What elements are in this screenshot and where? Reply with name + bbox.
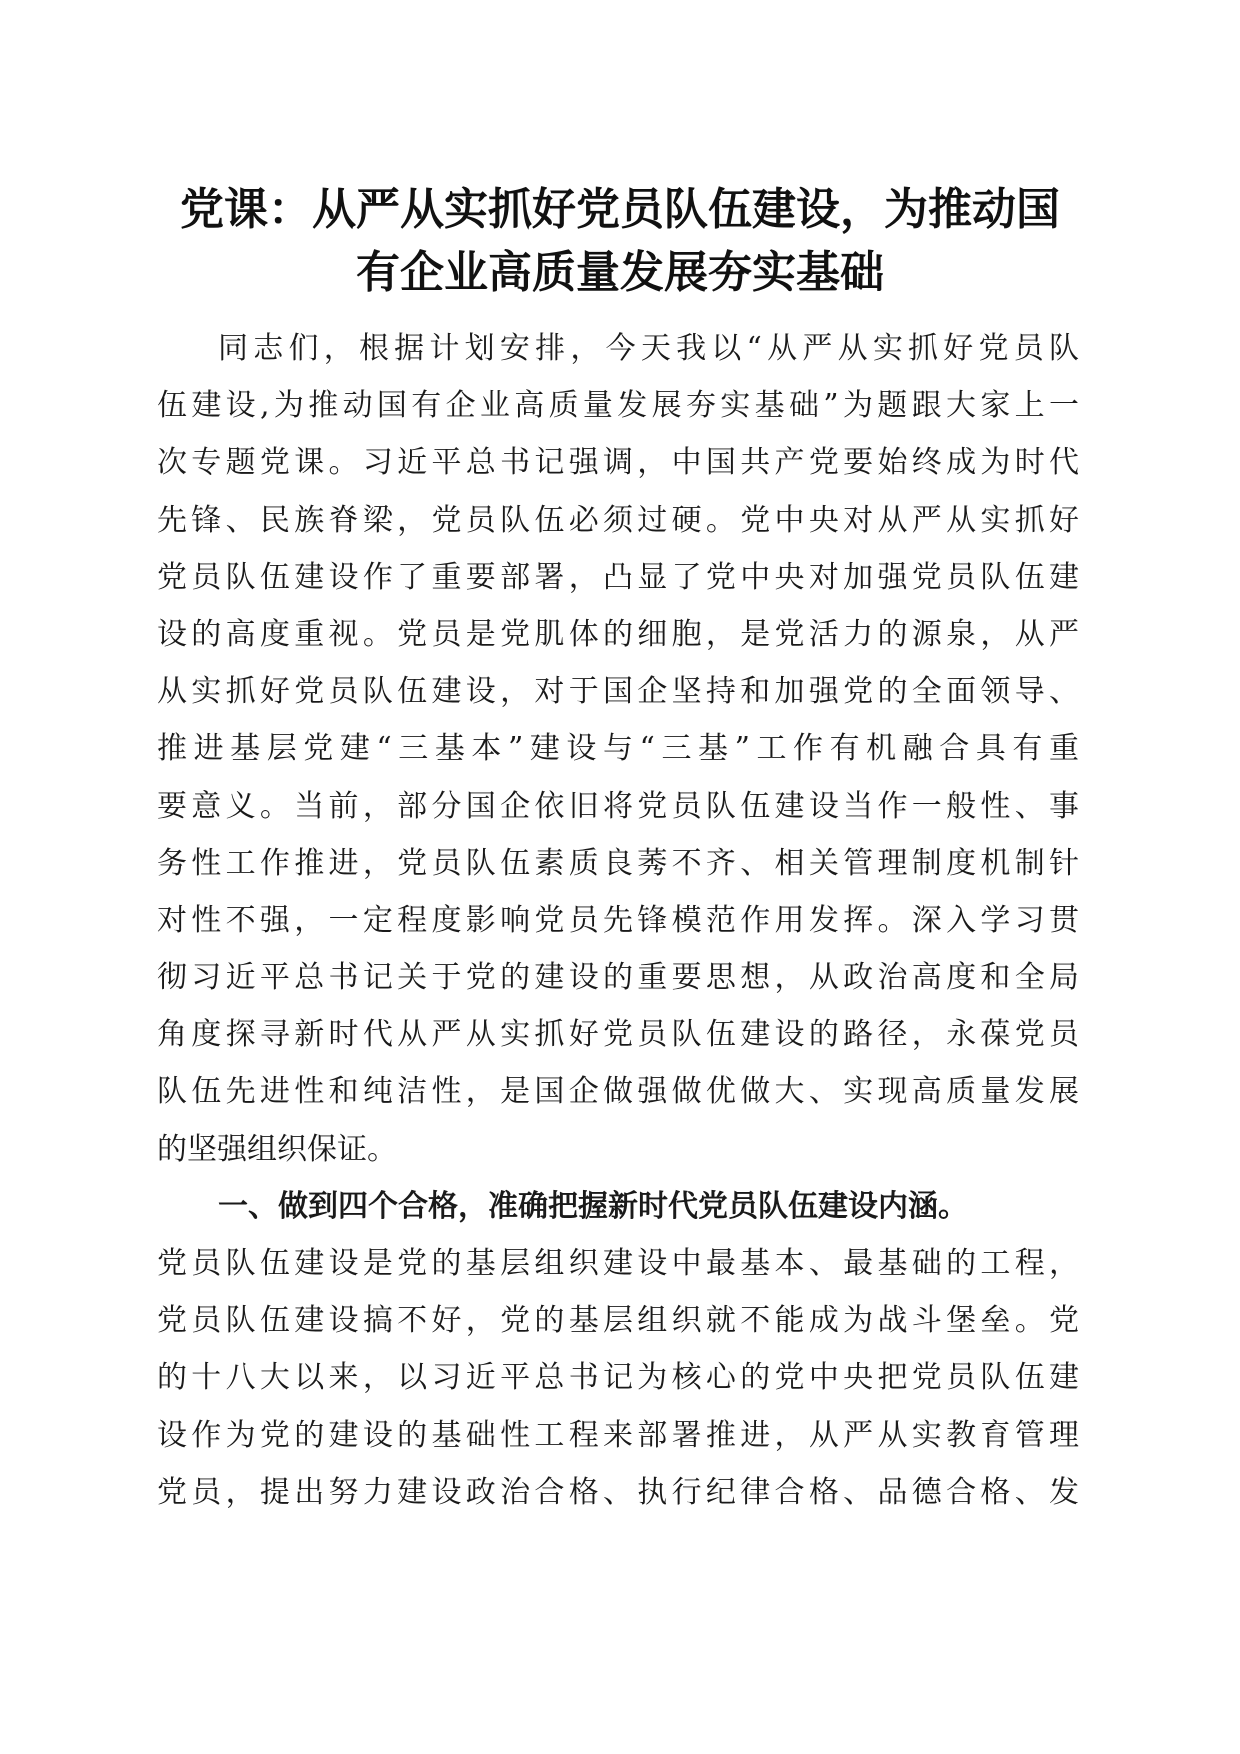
text-line: 党员队伍建设作了重要部署，凸显了党中央对加强党员队伍建 [157, 559, 1079, 595]
text-line: 推进基层党建“三基本”建设与“三基”工作有机融合具有重 [157, 731, 1079, 767]
text-line: 先锋、民族脊梁，党员队伍必须过硬。党中央对从严从实抓好 [157, 502, 1079, 538]
text-line: 的坚强组织保证。 [157, 1131, 397, 1167]
intro-paragraph [157, 320, 1079, 1178]
text-line: 务性工作推进，党员队伍素质良莠不齐、相关管理制度机制针 [157, 845, 1079, 881]
text-line: 从实抓好党员队伍建设，对于国企坚持和加强党的全面领导、 [157, 674, 1079, 710]
text-line: 角度探寻新时代从严从实抓好党员队伍建设的路径，永葆党员 [157, 1017, 1079, 1053]
document-title [150, 178, 1090, 304]
text-line: 队伍先进性和纯洁性，是国企做强做优做大、实现高质量发展 [157, 1074, 1079, 1110]
text-line: 党员队伍建设是党的基层组织建设中最基本、最基础的工程， [157, 1246, 1079, 1281]
title-line-2: 有企业高质量发展夯实基础 [356, 247, 884, 298]
text-line: 对性不强，一定程度影响党员先锋模范作用发挥。深入学习贯 [157, 902, 1079, 938]
text-line: 同志们，根据计划安排，今天我以“从严从实抓好党员队 [218, 331, 1079, 366]
text-line: 伍建设,为推动国有企业高质量发展夯实基础”为题跟大家上一 [157, 388, 1079, 424]
text-line: 党员，提出努力建设政治合格、执行纪律合格、品德合格、发 [157, 1474, 1079, 1510]
document-body [157, 320, 1079, 1521]
text-line: 设的高度重视。党员是党肌体的细胞，是党活力的源泉，从严 [157, 616, 1079, 652]
text-line: 次专题党课。习近平总书记强调，中国共产党要始终成为时代 [157, 445, 1079, 481]
text-line: 彻习近平总书记关于党的建设的重要思想，从政治高度和全局 [157, 960, 1079, 996]
section-heading: 一、做到四个合格，准确把握新时代党员队伍建设内涵。 [218, 1188, 968, 1224]
text-line: 设作为党的建设的基础性工程来部署推进，从严从实教育管理 [157, 1417, 1079, 1453]
title-line-1: 党课：从严从实抓好党员队伍建设，为推动国 [180, 184, 1060, 235]
text-line: 要意义。当前，部分国企依旧将党员队伍建设当作一般性、事 [157, 788, 1079, 824]
section-1 [157, 1178, 1079, 1521]
text-line: 的十八大以来，以习近平总书记为核心的党中央把党员队伍建 [157, 1360, 1079, 1396]
text-line: 党员队伍建设搞不好，党的基层组织就不能成为战斗堡垒。党 [157, 1303, 1079, 1339]
